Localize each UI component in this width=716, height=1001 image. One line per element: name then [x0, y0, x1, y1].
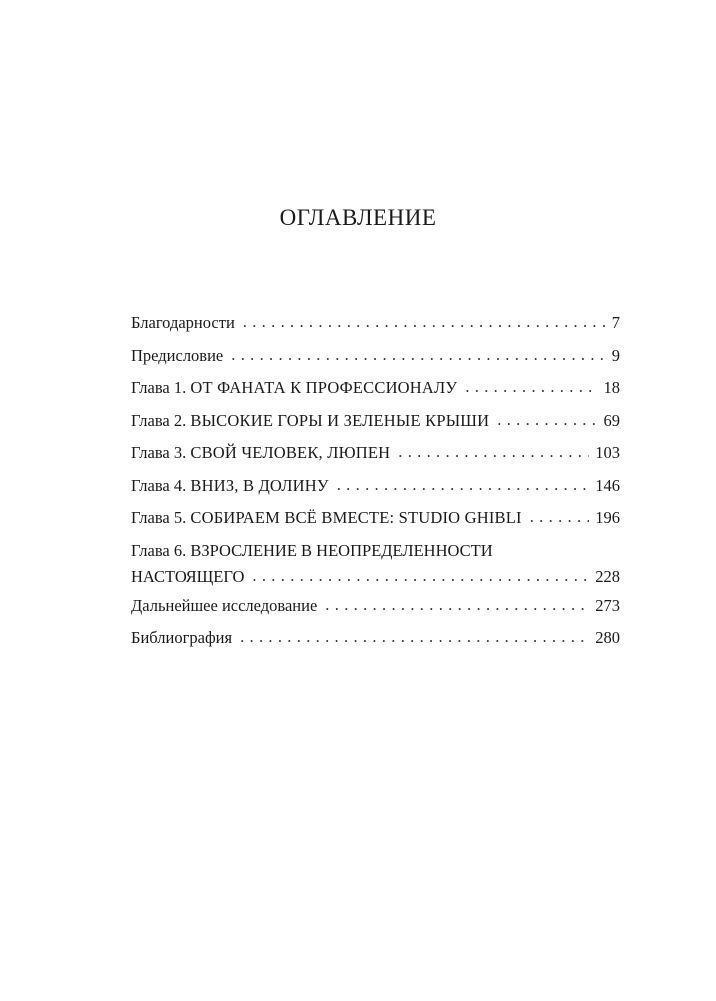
toc-entry-further-research — [131, 593, 620, 626]
toc-entry-title: СОБИРАЕМ ВСЁ ВМЕСТЕ: STUDIO GHIBLI — [190, 508, 522, 527]
toc-entry-label — [131, 440, 390, 466]
toc-page-number: 69 — [603, 410, 620, 430]
toc-entry-chapter-3 — [131, 440, 620, 473]
toc-entry-chapter-6 — [131, 538, 620, 593]
toc-entry-title: ОТ ФАНАТА К ПРОФЕССИОНАЛУ — [190, 378, 458, 397]
toc-entry-preface — [131, 343, 620, 376]
toc-page-number: 9 — [611, 345, 620, 365]
toc-entry-bibliography — [131, 625, 620, 658]
toc-page-number: 280 — [595, 628, 620, 647]
chapter-prefix: Глава 1. — [131, 378, 191, 397]
toc-entry-chapter-1 — [131, 375, 620, 408]
toc-entry-label — [131, 505, 522, 531]
dot-leader — [243, 309, 606, 335]
toc-entry-chapter-2 — [131, 408, 620, 441]
chapter-prefix: Глава 3. — [131, 443, 191, 462]
toc-entry-acknowledgements — [131, 310, 620, 343]
toc-entry-title: Благодарности — [131, 313, 235, 332]
toc-page-number: 196 — [595, 508, 620, 527]
toc-page-number: 7 — [611, 313, 620, 332]
chapter-prefix: Глава 6. — [131, 540, 191, 560]
chapter-prefix: Глава 2. — [131, 410, 191, 430]
toc-page-number: 273 — [595, 595, 620, 615]
toc-entry-title: СВОЙ ЧЕЛОВЕК, ЛЮПЕН — [190, 443, 391, 462]
dot-leader — [497, 407, 597, 433]
dot-leader — [398, 439, 589, 465]
toc-entry-title: ВНИЗ, В ДОЛИНУ — [190, 475, 329, 495]
toc-entry-label — [131, 408, 489, 434]
dot-leader — [465, 374, 597, 400]
toc-page-number: 228 — [595, 566, 620, 586]
toc-page-number: 18 — [603, 378, 620, 397]
page-title: ОГЛАВЛЕНИЕ — [279, 205, 437, 230]
toc-entry-label — [131, 473, 329, 499]
dot-leader — [530, 504, 590, 530]
toc-entry-title-continued: НАСТОЯЩЕГО — [131, 566, 245, 586]
toc-page-number: 146 — [595, 475, 620, 495]
toc-entry-title: Библиография — [131, 628, 233, 647]
toc-entry-chapter-4 — [131, 473, 620, 506]
dot-leader — [337, 472, 590, 498]
dot-leader — [231, 342, 606, 368]
toc-entry-title: Предисловие — [131, 345, 224, 365]
dot-leader — [240, 624, 589, 650]
toc-entry-chapter-5 — [131, 505, 620, 538]
dot-leader — [325, 592, 589, 618]
toc-entry-title: ВЫСОКИЕ ГОРЫ И ЗЕЛЕНЫЕ КРЫШИ — [190, 410, 490, 430]
dot-leader — [252, 563, 589, 589]
chapter-prefix: Глава 5. — [131, 508, 191, 527]
chapter-prefix: Глава 4. — [131, 475, 191, 495]
toc-entry-label — [131, 375, 457, 401]
table-of-contents — [131, 310, 620, 658]
toc-page-number: 103 — [595, 443, 620, 462]
toc-entry-title: Дальнейшее исследование — [131, 595, 318, 615]
toc-entry-title: ВЗРОСЛЕНИЕ В НЕОПРЕДЕЛЕННОСТИ — [190, 540, 493, 560]
